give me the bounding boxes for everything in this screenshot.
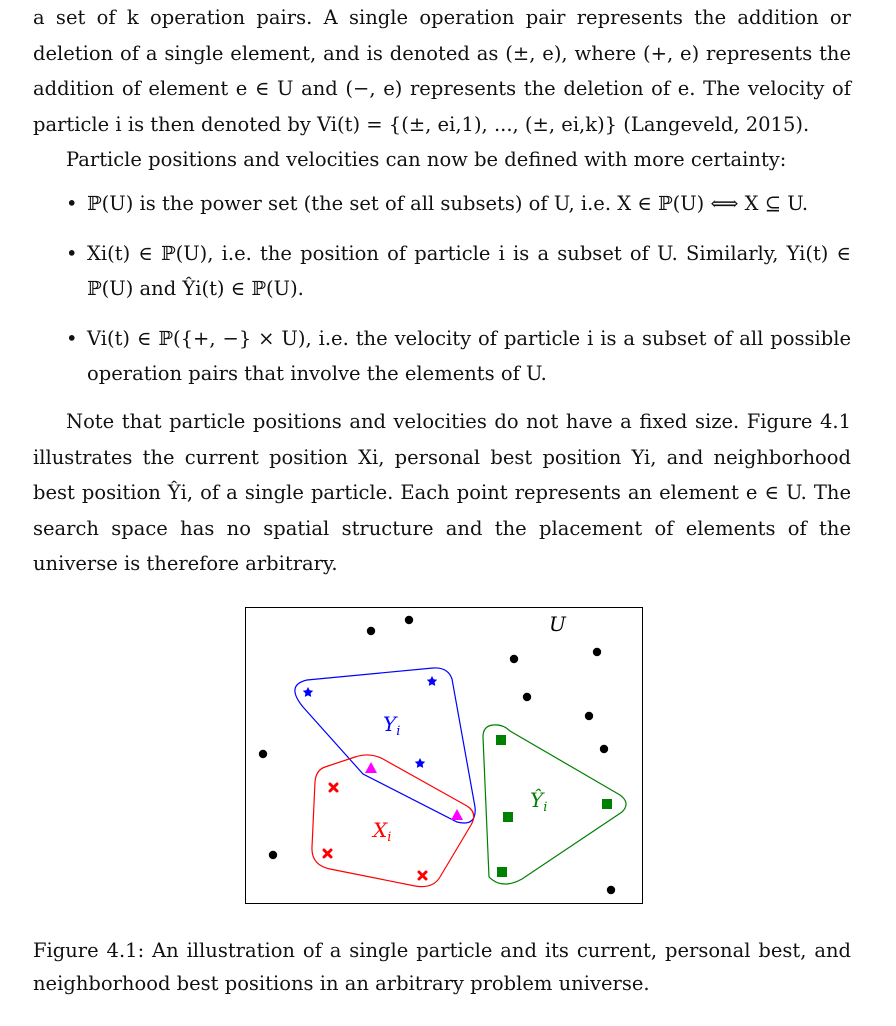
triangle-icon: [365, 762, 377, 773]
universe-point: [607, 886, 615, 894]
definition-list: [33, 186, 851, 392]
figure-caption: [33, 934, 851, 1000]
definition-item-text: Vi(t) ∈ ℙ({+, −} × U), i.e. the velocity of particle i is a subset of all possible operation pairs that involve the elements of U.: [87, 326, 851, 386]
universe-point: [405, 616, 413, 624]
universe-diagram: [245, 607, 643, 904]
figure-caption-text: Figure 4.1: An illustration of a single particle and its current, personal best, and neighborhood best positions in an arbitrary problem universe.: [33, 939, 851, 995]
paragraph-definitions-intro: [33, 142, 851, 178]
shared-points: [365, 762, 463, 820]
paragraph-definitions-intro-text: Particle positions and velocities can now be defined with more certainty:: [66, 148, 787, 172]
current-position-label: $X_i$: [373, 818, 392, 845]
universe-point: [259, 750, 267, 758]
square-icon: [503, 812, 513, 822]
triangle-icon: [451, 809, 463, 820]
universe-point: [523, 693, 531, 701]
square-icon: [496, 735, 506, 745]
paragraph-velocity: [33, 0, 851, 142]
universe-frame: [246, 608, 643, 904]
universe-point: [367, 627, 375, 635]
definition-item-text: Xi(t) ∈ ℙ(U), i.e. the position of particle i is a subset of U. Similarly, Yi(t) ∈ ℙ(U) and Ŷi(t) ∈ ℙ(U).: [87, 241, 851, 301]
paragraph-figure-description-text: Note that particle positions and velocities do not have a fixed size. Figure 4.1 illustrates the current position Xi, personal best position Yi, and neighborhood best position Ŷi, of a single particle. Each point represents an element e ∈ U. The search space has no spatial structure and the placement of elements of the universe is therefore arbitrary.: [33, 409, 851, 576]
square-icon: [602, 799, 612, 809]
universe-point: [585, 712, 593, 720]
definition-item-powerset: [33, 186, 851, 222]
universe-label: U: [549, 612, 566, 636]
paragraph-figure-description: [33, 404, 851, 582]
definition-item-position: [33, 236, 851, 307]
neighborhood-best-label: $Ŷ_i$: [530, 788, 548, 815]
universe-point: [269, 851, 277, 859]
cross-icon: [330, 784, 337, 791]
universe-point: [593, 648, 601, 656]
figure-particle-universe: [245, 607, 643, 904]
definition-item-velocity: [33, 321, 851, 392]
star-icon: [427, 676, 437, 686]
personal-best-points: [303, 676, 437, 768]
star-icon: [415, 758, 425, 768]
paragraph-velocity-text: a set of k operation pairs. A single operation pair represents the addition or deletion of a single element, and is denoted as (±, e), where (+, e) represents the addition of element e ∈ U and (−, e) represents the deletion of e. The velocity of particle i is then denoted by Vi(t) = {(±, ei,1), ..., (±, ei,k)} (Langeveld, 2015).: [33, 6, 851, 136]
universe-point: [600, 745, 608, 753]
definition-item-text: ℙ(U) is the power set (the set of all subsets) of U, i.e. X ∈ ℙ(U) ⟺ X ⊆ U.: [87, 191, 809, 215]
cross-icon: [419, 872, 426, 879]
current-position-region: [312, 755, 474, 887]
bullet-icon: •: [66, 191, 78, 215]
personal-best-label: $Y_i$: [383, 712, 401, 739]
personal-best-region: [295, 668, 475, 823]
bullet-icon: •: [66, 326, 78, 350]
bullet-icon: •: [66, 241, 78, 265]
cross-icon: [324, 850, 331, 857]
page-body: [33, 0, 851, 582]
universe-point: [510, 655, 518, 663]
star-icon: [303, 687, 313, 697]
square-icon: [497, 867, 507, 877]
